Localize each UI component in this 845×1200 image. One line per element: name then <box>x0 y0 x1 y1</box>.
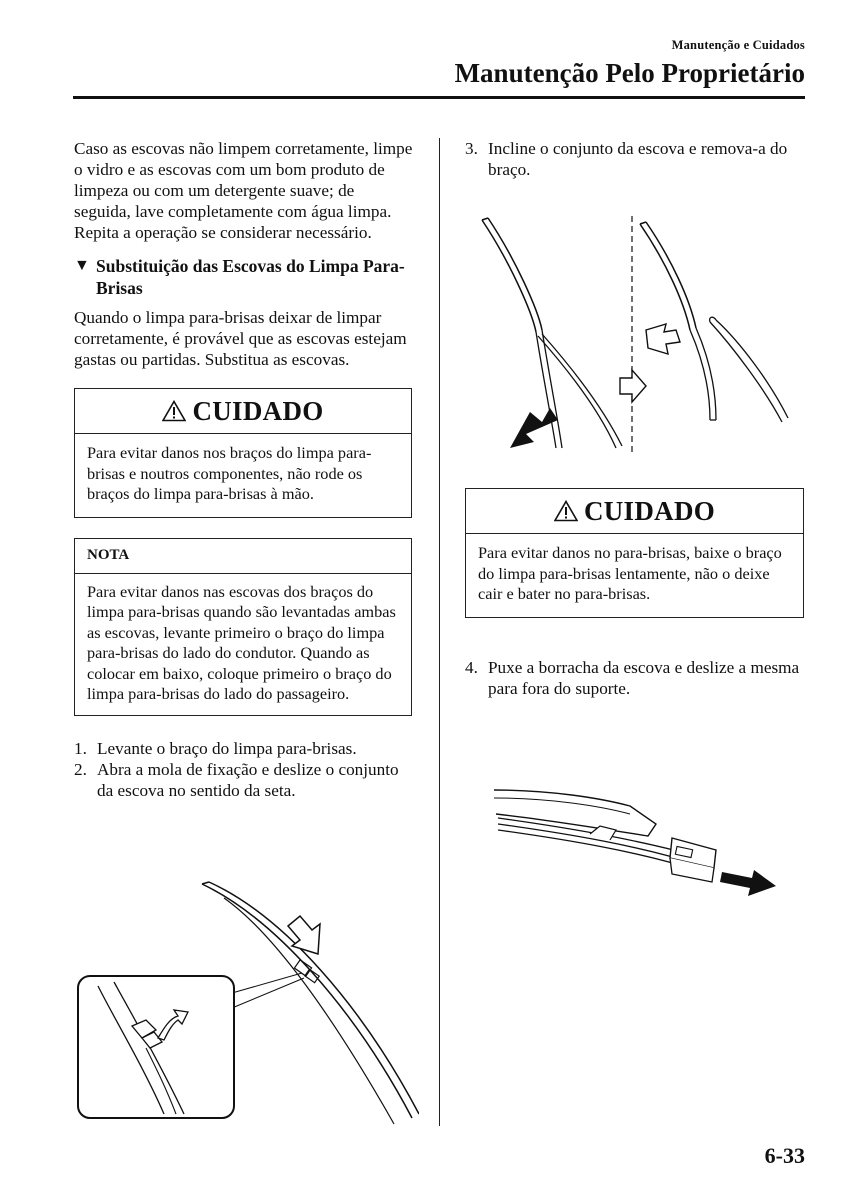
right-column <box>465 138 805 180</box>
caution-header <box>466 489 803 534</box>
section-heading-text: Substituição das Escovas do Limpa Para-Brisas <box>96 256 405 298</box>
page-title: Manutenção Pelo Proprietário <box>454 58 805 88</box>
step-text: Puxe a borracha da escova e deslize a mesma para fora do suporte. <box>488 658 800 698</box>
warning-icon <box>554 500 578 522</box>
step-text: Abra a mola de fixação e deslize o conjunto da escova no sentido da seta. <box>97 759 399 800</box>
blade-removal-illustration <box>470 212 815 462</box>
section-heading <box>74 255 414 299</box>
running-header-section: Manutenção e Cuidados <box>671 38 805 52</box>
note-box <box>74 538 412 716</box>
caution-text: Para evitar danos nos braços do limpa para-brisas e noutros componentes, não rode os braços do limpa para-brisas à mão. <box>87 443 372 503</box>
warning-icon <box>162 400 186 422</box>
wiper-release-illustration <box>74 878 419 1128</box>
intro-paragraph: Caso as escovas não limpem corretamente, limpe o vidro e as escovas com um bom produto de limpeza ou com um detergente suave; de seguida, lave completamente com água limpa. Repita a operação se considerar necessário. <box>74 139 413 242</box>
caution-label: CUIDADO <box>192 395 324 426</box>
step-3 <box>465 138 805 180</box>
step-number: 4. <box>465 658 478 677</box>
caution-header <box>75 389 411 434</box>
left-column <box>74 138 414 801</box>
header-rule <box>73 96 805 99</box>
note-text: Para evitar danos nas escovas dos braços do limpa para-brisas quando são levantadas ambas as escovas, levante primeiro o braço do limpa para-brisas do lado do condutor. Quando as colocar em baixo, coloque primeiro o braço do limpa para-brisas do lado do passageiro. <box>87 581 396 703</box>
column-divider <box>439 138 440 1126</box>
caution-text: Para evitar danos no para-brisas, baixe o braço do limpa para-brisas lentamente, não o deixe cair e bater no para-brisas. <box>478 543 782 603</box>
step-number: 1. <box>74 738 87 758</box>
step-text: Levante o braço do limpa para-brisas. <box>97 738 357 758</box>
caution-box-2 <box>465 488 804 618</box>
steps-list <box>74 738 414 801</box>
note-label: NOTA <box>75 539 411 574</box>
section-body: Quando o limpa para-brisas deixar de limpar corretamente, é provável que as escovas estejam gastas ou partidas. Substitua as escovas. <box>74 308 407 369</box>
step-text: Incline o conjunto da escova e remova-a do braço. <box>488 139 788 179</box>
down-triangle-icon: ▼ <box>74 257 90 274</box>
step-1 <box>74 738 414 759</box>
step-number: 2. <box>74 759 87 779</box>
step-number: 3. <box>465 139 478 158</box>
page-number: 6-33 <box>764 1143 805 1168</box>
caution-box <box>74 388 412 518</box>
rubber-slide-illustration <box>490 776 790 906</box>
step-4 <box>465 657 805 699</box>
step-2 <box>74 759 414 801</box>
caution-label: CUIDADO <box>583 495 716 526</box>
